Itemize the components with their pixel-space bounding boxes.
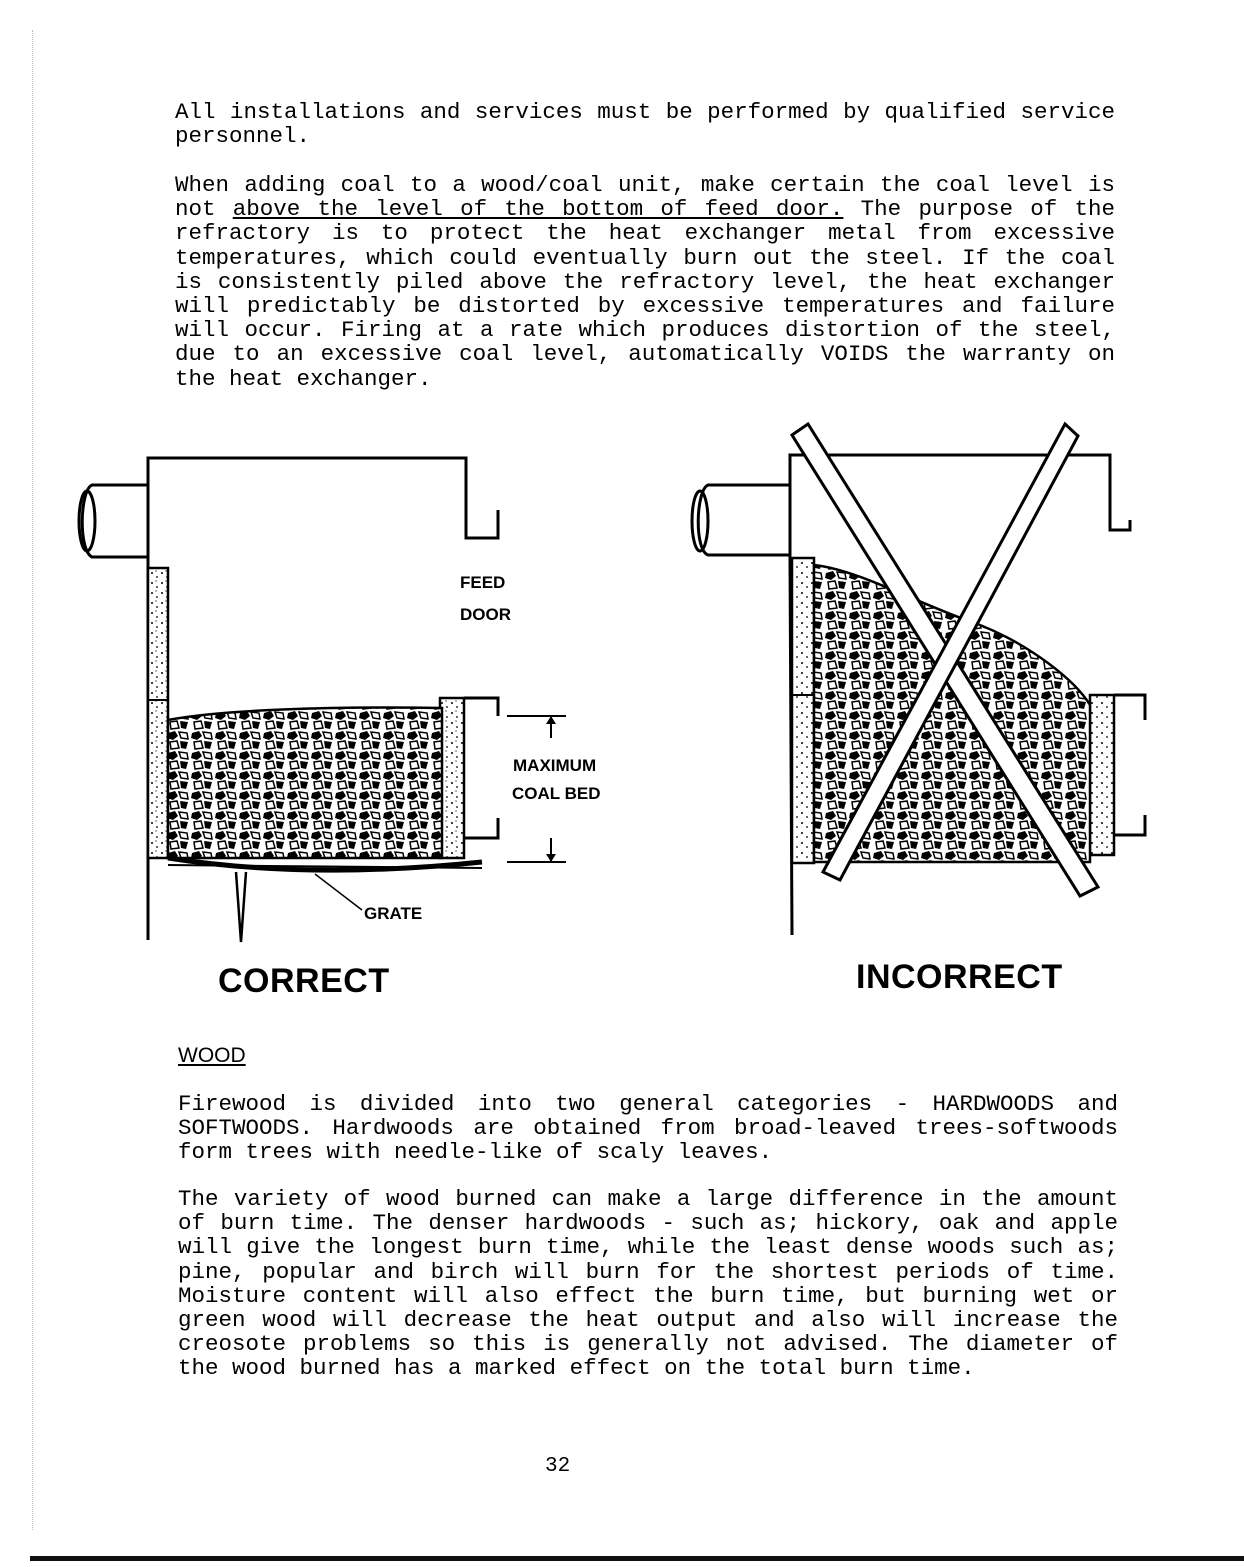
incorrect-diagram [680, 410, 1160, 950]
bottom-scan-rule [30, 1556, 1244, 1561]
coal-warning-part1: When adding coal to a wood/coal unit, make certain the coal level is not [175, 172, 1115, 223]
coal-warning-part2: The purpose of the refractory is to protect the heat exchanger metal from excessive temperatures, which could eventually burn out the steel. If the coal is consistently piled above the refractory level, the heat exchanger will predictably be distorted by excessive temperatures and failure will occur. Firing at a rate which produces distortion of the steel, due to an excessive coal level, automatically VOIDS the warranty on the heat exchanger. [175, 196, 1115, 392]
maximum-label-line1: MAXIMUM [513, 756, 597, 775]
grate-label: GRATE [364, 904, 423, 923]
intro-paragraph: All installations and services must be performed by qualified service personnel. [175, 99, 1115, 150]
wood-heading: WOOD [178, 1044, 246, 1067]
wood-paragraph-1: Firewood is divided into two general categories - HARDWOODS and SOFTWOODS. Hardwoods are obtained from broad-leaved trees-softwoods form trees with needle-like of scaly leaves. [178, 1091, 1118, 1166]
coal-warning-underlined: above the level of the bottom of feed door. [232, 196, 844, 223]
incorrect-caption: INCORRECT [856, 958, 1063, 996]
feed-label-line1: FEED [460, 573, 506, 592]
page-number: 32 [545, 1455, 571, 1478]
coal-bed-label-line2: COAL BED [512, 784, 601, 803]
correct-caption: CORRECT [218, 962, 390, 1000]
wood-paragraph-2: The variety of wood burned can make a large difference in the amount of burn time. The denser hardwoods - such as; hickory, oak and apple will give the longest burn time, while the least dense woods such as; pine, popular and birch will burn for the shortest periods of time. Moisture content will also effect the burn time, but burning wet or green wood will decrease the heat output and also will increase the creosote problems so this is generally not advised. The diameter of the wood burned has a marked effect on the total burn time. [178, 1186, 1118, 1382]
correct-diagram [70, 410, 630, 950]
door-label-line2: DOOR [460, 605, 511, 624]
coal-warning-paragraph [175, 173, 1115, 391]
scan-margin-line [32, 30, 34, 1530]
